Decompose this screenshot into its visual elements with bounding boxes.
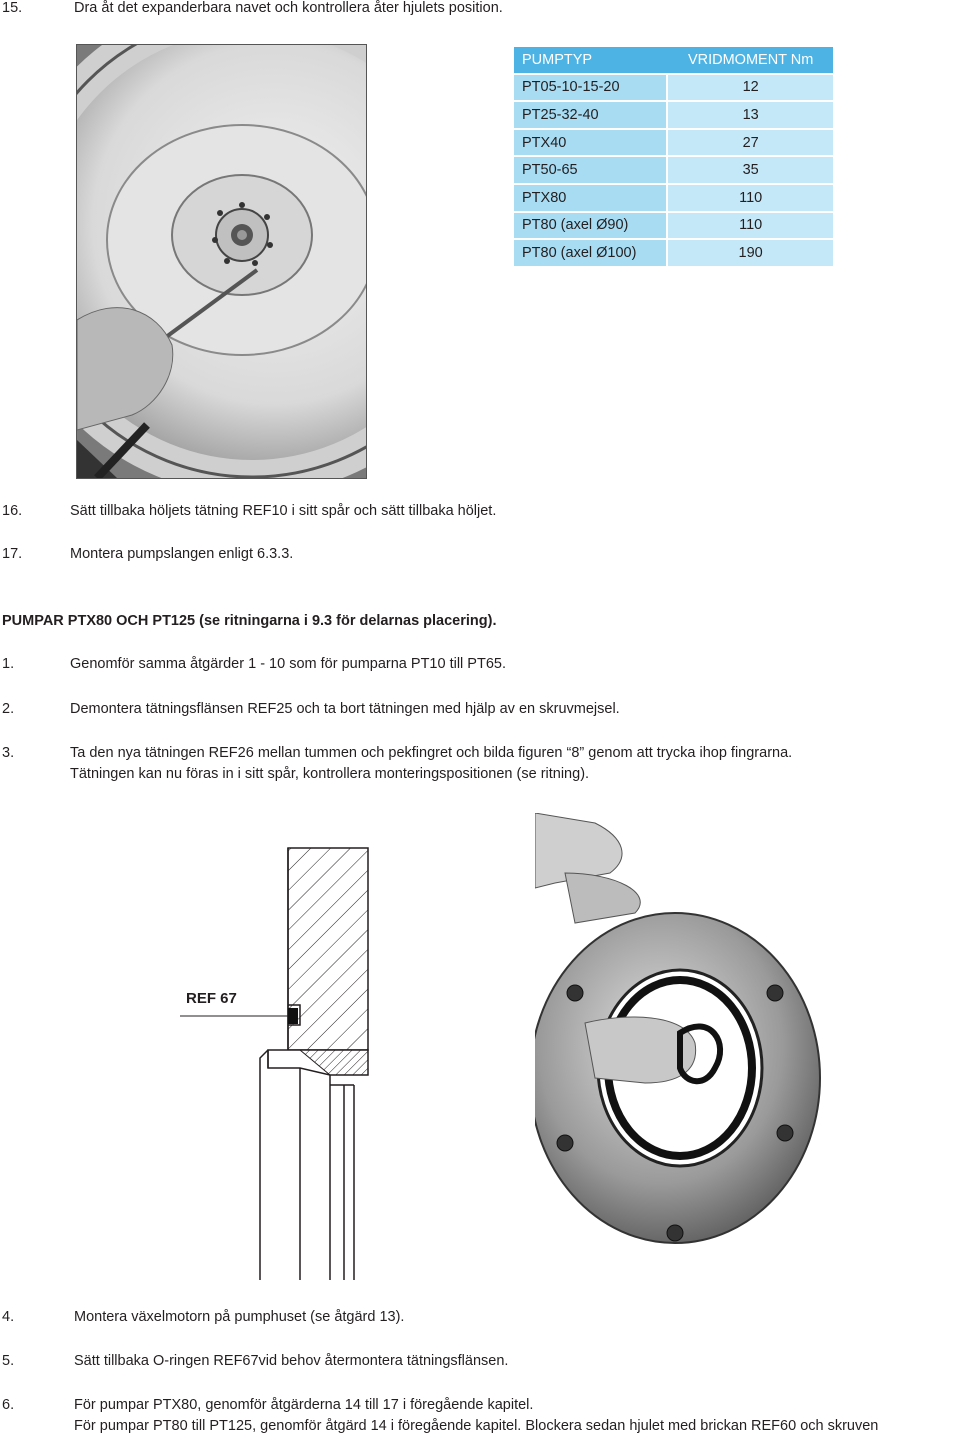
torque-cell: 190 [668,240,833,266]
pumptype-cell: PT05-10-15-20 [514,75,668,101]
torque-cell: 12 [668,75,833,101]
pumptype-cell: PT25-32-40 [514,102,668,128]
table-row [514,157,833,183]
pumptype-cell: PT50-65 [514,157,668,183]
substep-6-text-line2: För pumpar PT80 till PT125, genomför åtgärd 14 i föregående kapitel. Blockera sedan hjulet med brickan REF60 och skruven [74,1418,879,1434]
substep-4-number: 4. [2,1309,15,1325]
ref-67-label: REF 67 [186,990,237,1007]
substep-3-text-line1: Ta den nya tätningen REF26 mellan tummen och pekfingret och bilda figuren “8” genom att trycka ihop fingrarna. [70,745,793,761]
section-heading: PUMPAR PTX80 OCH PT125 (se ritningarna i 9.3 för delarnas placering). [2,613,497,629]
step-17-number: 17. [2,546,23,562]
substep-5-text: Sätt tillbaka O-ringen REF67vid behov återmontera tätningsflänsen. [74,1353,509,1369]
substep-6-number: 6. [2,1397,15,1413]
substep-2-text: Demontera tätningsflänsen REF25 och ta bort tätningen med hjälp av en skruvmejsel. [70,701,620,717]
hub-tightening-illustration [77,45,366,478]
substep-6-text-line1: För pumpar PTX80, genomför åtgärderna 14 till 17 i föregående kapitel. [74,1397,534,1413]
torque-table [514,45,833,268]
seal-cross-section-drawing [180,840,380,1280]
step-15-text: Dra åt det expanderbara navet och kontrollera åter hjulets position. [74,0,503,16]
substep-4-text: Montera växelmotorn på pumphuset (se åtgärd 13). [74,1309,405,1325]
torque-cell: 110 [668,185,833,211]
torque-cell: 35 [668,157,833,183]
table-row [514,213,833,239]
table-row [514,240,833,266]
substep-5-number: 5. [2,1353,15,1369]
substep-3-number: 3. [2,745,15,761]
table-row [514,75,833,101]
header-torque: VRIDMOMENT Nm [668,47,833,73]
seal-insertion-photo [535,813,825,1246]
hub-tightening-photo [76,44,367,479]
substep-1-text: Genomför samma åtgärder 1 - 10 som för pumparna PT10 till PT65. [70,656,506,672]
torque-cell: 13 [668,102,833,128]
table-row [514,130,833,156]
torque-cell: 27 [668,130,833,156]
table-row [514,102,833,128]
substep-3-text-line2: Tätningen kan nu föras in i sitt spår, kontrollera monteringspositionen (se ritning). [70,766,590,782]
header-pumptype: PUMPTYP [514,47,668,73]
step-16-text: Sätt tillbaka höljets tätning REF10 i sitt spår och sätt tillbaka höljet. [70,503,497,519]
o-ring-marker [288,1008,298,1024]
torque-cell: 110 [668,213,833,239]
torque-table-header-row [514,47,833,73]
pumptype-cell: PT80 (axel Ø90) [514,213,668,239]
step-16-number: 16. [2,503,23,519]
pumptype-cell: PT80 (axel Ø100) [514,240,668,266]
seal-insertion-illustration [535,813,825,1246]
pumptype-cell: PTX40 [514,130,668,156]
substep-2-number: 2. [2,701,15,717]
table-row [514,185,833,211]
step-15-number: 15. [2,0,23,16]
step-17-text: Montera pumpslangen enligt 6.3.3. [70,546,294,562]
substep-1-number: 1. [2,656,15,672]
pumptype-cell: PTX80 [514,185,668,211]
cross-section-svg [180,840,380,1280]
